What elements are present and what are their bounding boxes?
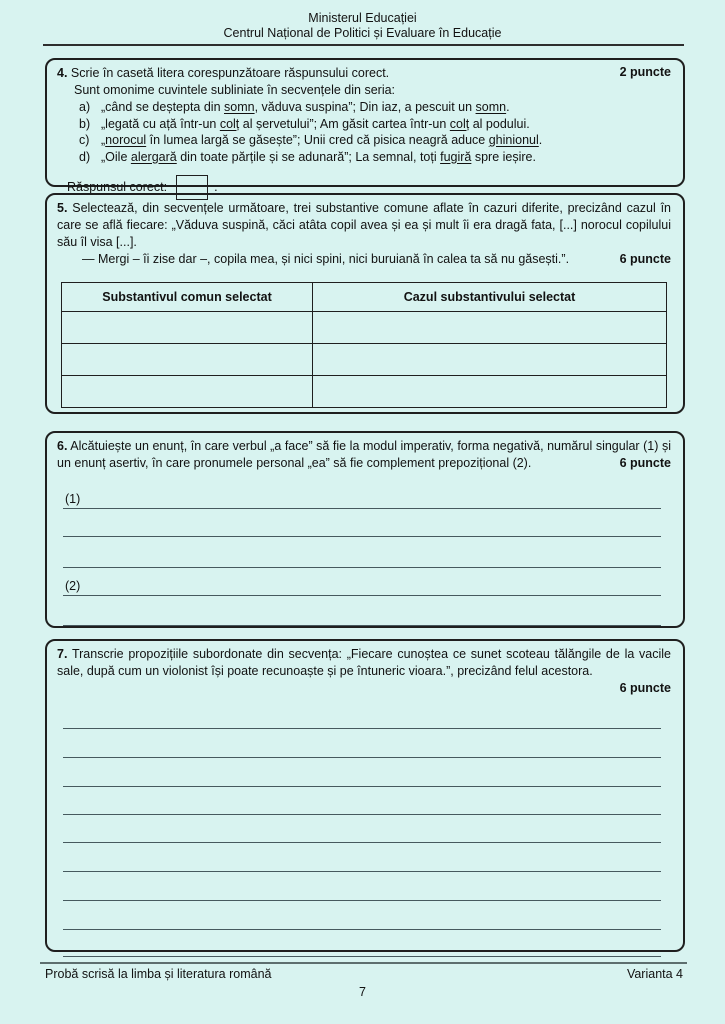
q4-intro-text: Scrie în casetă litera corespunzătoare răspunsului corect. (70, 66, 390, 80)
text-segment: din toate părțile și se adunară”; La semnal, toți (176, 149, 441, 164)
q7-answer-line[interactable] (63, 929, 661, 930)
q6-text (57, 438, 671, 472)
page-header (0, 0, 725, 41)
footer-exam-title: Probă scrisă la limba și literatura română (45, 967, 272, 981)
q7-text (57, 646, 671, 680)
q4-option-d (79, 149, 671, 166)
footer-variant: Varianta 4 (626, 967, 683, 981)
text-segment: . (538, 133, 543, 147)
q6-answer-line[interactable] (63, 567, 661, 568)
q5-text (57, 200, 671, 251)
center-title: Centrul Național de Politici și Evaluare în Educație (223, 26, 502, 40)
q6-answer-line[interactable] (63, 625, 661, 626)
table-header-noun: Substantivul comun selectat (62, 283, 313, 312)
page-footer (45, 967, 683, 982)
text-segment: „Oile (101, 149, 131, 164)
q5-substantive-table (61, 282, 667, 408)
noun-cell[interactable] (62, 376, 313, 408)
q6-number: 6. (57, 439, 68, 453)
question-6-box (45, 431, 685, 628)
q7-answer-line[interactable] (63, 956, 661, 957)
q7-answer-line[interactable] (63, 871, 661, 872)
q4-option-a (79, 99, 671, 116)
q4-option-a-label: a) (79, 100, 91, 114)
q6-answer-line[interactable] (63, 595, 661, 596)
underlined-word: norocul (105, 133, 147, 147)
q4-answer-label: Răspunsul corect: (67, 180, 168, 194)
header-divider (43, 44, 684, 46)
text-segment: „legată cu ață într-un (101, 116, 220, 131)
q7-answer-line[interactable] (63, 814, 661, 815)
page-number: 7 (359, 985, 366, 999)
q4-option-b-text (101, 116, 530, 133)
underlined-word: colț (219, 116, 240, 131)
text-segment: , văduva suspina”; Din iaz, a pescuit un (254, 100, 476, 114)
q7-number: 7. (57, 647, 68, 661)
footer-divider (40, 962, 687, 964)
q4-option-c-text (101, 132, 542, 149)
case-cell[interactable] (313, 376, 667, 408)
ministry-title: Ministerul Educației (308, 11, 417, 25)
q4-options (79, 99, 671, 165)
q7-answer-line[interactable] (63, 900, 661, 901)
q6-answer-line[interactable] (63, 508, 661, 509)
q6-label-1: (1) (65, 492, 81, 506)
text-segment: „când se deștepta din (101, 100, 224, 114)
underlined-word: somn (475, 100, 507, 114)
underlined-word: colț (449, 116, 470, 131)
question-7-box (45, 639, 685, 952)
underlined-word: ghinionul (488, 133, 539, 147)
noun-cell[interactable] (62, 312, 313, 344)
q4-subintro: Sunt omonime cuvintele subliniate în secvențele din seria: (74, 83, 396, 97)
q4-points: 2 puncte (619, 65, 671, 79)
q5-quote-line (57, 251, 671, 268)
q7-text-body: Transcrie propozițiile subordonate din secvența: „Fiecare cunoștea ce sunet scoteau tălăngile de la vacile sale, după cum un violonist își poate recunoaște și pe întuneric vioara.”, precizând felul acestora. (57, 647, 672, 678)
q5-quote-text: — Mergi – îi zise dar –, copila mea, și nici spini, nici buruiană în calea ta să nu găsești.”. (82, 252, 570, 266)
q4-option-d-label: d) (79, 149, 91, 164)
q7-points: 6 puncte (619, 681, 671, 695)
q6-points: 6 puncte (619, 456, 671, 470)
underlined-word: somn (224, 100, 255, 114)
noun-cell[interactable] (62, 344, 313, 376)
q7-answer-line[interactable] (63, 842, 661, 843)
case-cell[interactable] (313, 344, 667, 376)
q6-label-2: (2) (65, 579, 81, 593)
table-header-row (62, 283, 667, 312)
q7-answer-line[interactable] (63, 728, 661, 729)
q6-text-body: Alcătuiește un enunț, în care verbul „a face” să fie la modul imperativ, forma negativă, numărul singular (1) și un enunț asertiv, în care pronumele personal „ea” să fie complement prepozițional (2). (57, 439, 671, 470)
q5-text-body: Selectează, din secvențele următoare, trei substantive comune aflate în cazuri diferite, precizând cazul în care se află fiecare: „Văduva suspină, căci atâta copil avea și ea și mult îi era dragă fata, [...] norocul copilului său îl visa [...]. (57, 201, 671, 249)
table-row (62, 344, 667, 376)
q4-option-c (79, 132, 671, 149)
case-cell[interactable] (313, 312, 667, 344)
underlined-word: fugiră (440, 149, 472, 164)
q4-number: 4. (57, 66, 68, 80)
q4-option-c-label: c) (79, 133, 90, 147)
q7-answer-line[interactable] (63, 786, 661, 787)
question-5-box (45, 193, 685, 414)
q4-option-b-label: b) (79, 116, 91, 131)
underlined-word: alergară (130, 149, 177, 164)
q6-answer-line[interactable] (63, 536, 661, 537)
q4-answer-suffix: . (214, 180, 218, 194)
q7-answer-line[interactable] (63, 757, 661, 758)
table-header-case: Cazul substantivului selectat (313, 283, 667, 312)
text-segment: spre ieșire. (471, 149, 536, 164)
q5-points: 6 puncte (619, 252, 671, 266)
q5-number: 5. (57, 201, 68, 215)
q4-option-a-text (101, 99, 510, 116)
text-segment: al șervetului”; Am găsit cartea într-un (239, 116, 450, 131)
table-row (62, 312, 667, 344)
q4-option-d-text (101, 149, 536, 166)
q4-option-b (79, 116, 671, 133)
text-segment: al podului. (469, 116, 530, 131)
text-segment: „ (101, 133, 106, 147)
q4-intro (57, 65, 671, 82)
text-segment: în lumea largă se găsește”; Unii cred că pisica neagră aduce (146, 133, 489, 147)
text-segment: . (506, 100, 510, 114)
question-4-box (45, 58, 685, 194)
table-row (62, 376, 667, 408)
